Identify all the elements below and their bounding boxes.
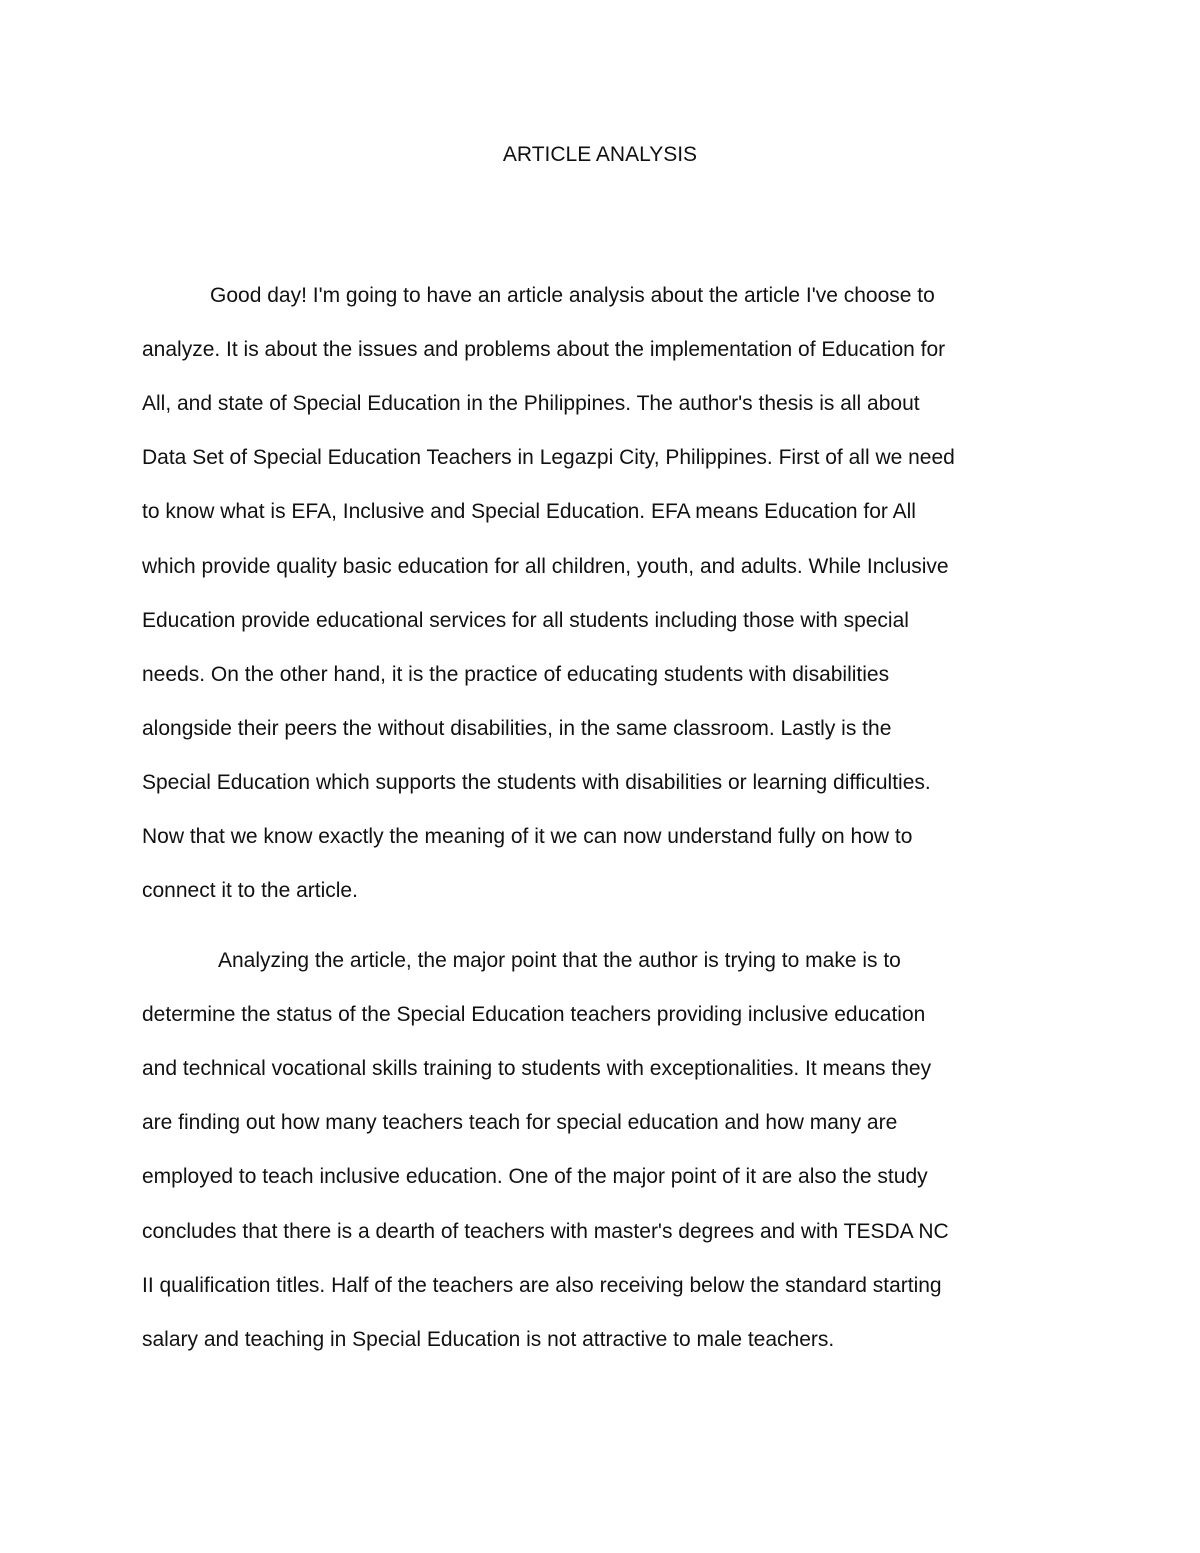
paragraph-line: Analyzing the article, the major point that the author is trying to make is to: [218, 949, 901, 972]
paragraph-line: determine the status of the Special Education teachers providing inclusive education: [142, 1003, 926, 1027]
paragraph-line: alongside their peers the without disabilities, in the same classroom. Lastly is the: [142, 716, 892, 740]
paragraph-line: Special Education which supports the students with disabilities or learning difficulties.: [142, 770, 931, 794]
paragraph-line: analyze. It is about the issues and problems about the implementation of Education for: [142, 338, 946, 362]
paragraph-line: Now that we know exactly the meaning of it we can now understand fully on how to: [142, 825, 913, 848]
paragraph-line: needs. On the other hand, it is the practice of educating students with disabilities: [142, 662, 890, 686]
paragraph-line: and technical vocational skills training to students with exceptionalities. It means they: [142, 1057, 932, 1081]
paragraph-line: are finding out how many teachers teach for special education and how many are: [142, 1111, 898, 1135]
paragraph-line: All, and state of Special Education in the Philippines. The author's thesis is all about: [142, 392, 920, 416]
paragraph-line: Good day! I'm going to have an article analysis about the article I've choose to: [210, 284, 935, 307]
paragraph-line: employed to teach inclusive education. One of the major point of it are also the study: [142, 1165, 928, 1189]
paragraph-line: concludes that there is a dearth of teachers with master's degrees and with TESDA NC: [142, 1219, 949, 1243]
paragraph-line: salary and teaching in Special Education is not attractive to male teachers.: [142, 1327, 835, 1351]
paragraph-line: Data Set of Special Education Teachers in Legazpi City, Philippines. First of all we need: [142, 446, 955, 470]
paragraph-line: to know what is EFA, Inclusive and Special Education. EFA means Education for All: [142, 500, 916, 524]
document-title: ARTICLE ANALYSIS: [502, 143, 698, 166]
paragraph-line: connect it to the article.: [142, 879, 358, 903]
paragraph-line: Education provide educational services for all students including those with special: [142, 608, 909, 632]
paragraph-line: which provide quality basic education for all children, youth, and adults. While Inclusive: [142, 554, 949, 578]
paragraph-line: II qualification titles. Half of the teachers are also receiving below the standard starting: [142, 1273, 942, 1297]
